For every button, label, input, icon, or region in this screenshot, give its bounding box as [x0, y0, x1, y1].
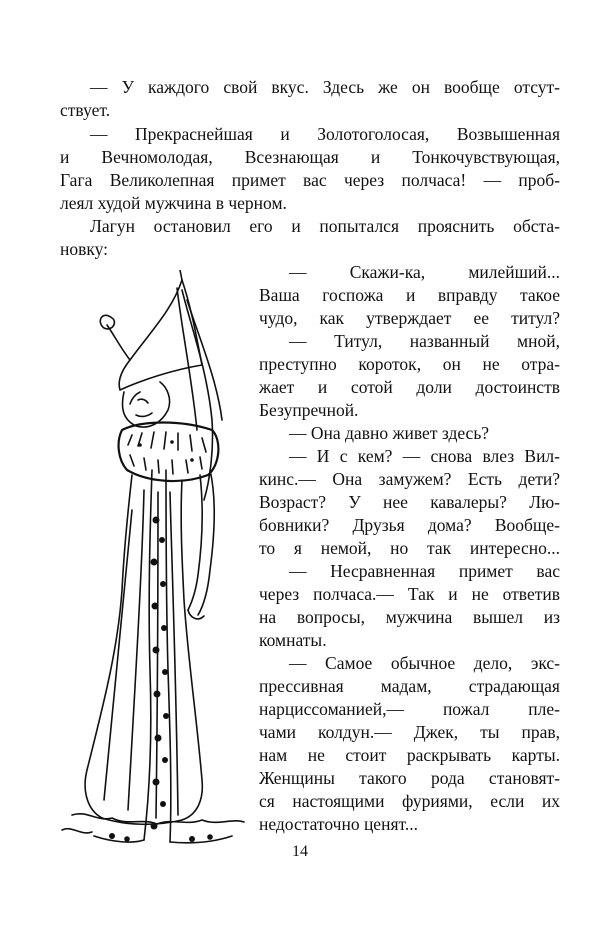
- text-line: леял худой мужчина в черном.: [60, 193, 287, 213]
- text-line: то я немой, но так интересно...: [259, 538, 560, 558]
- text-line: Безупречной.: [259, 400, 359, 420]
- text-line: прессивная мадам, страдающая: [259, 676, 560, 696]
- text-line: — Самое обычное дело, экс-: [289, 653, 560, 673]
- text-line: Женщины такого рода становят-: [259, 768, 560, 788]
- text-line: Лагун остановил его и попытался прояснить обста-: [90, 216, 560, 236]
- text-line: — Скажи-ка, милейший...: [289, 262, 560, 282]
- text-line: — У каждого свой вкус. Здесь же он вообще отсут-: [90, 77, 560, 97]
- text-line: ствует.: [60, 100, 111, 120]
- text-line: чудо, как утверждает ее титул?: [259, 308, 560, 328]
- page-number: 14: [292, 843, 308, 860]
- text-line: через полчаса.— Так и не ответив: [259, 584, 560, 604]
- woman-illustration: [32, 270, 254, 848]
- text-line: на вопросы, мужчина вышел из: [259, 607, 560, 627]
- text-line: преступно короток, он не отра-: [259, 354, 560, 374]
- text-line: и Вечномолодая, Всезнающая и Тонкочувствующая,: [60, 147, 560, 167]
- text-line: бовники? Друзья дома? Вообще-: [259, 515, 560, 535]
- text-line: — Несравненная примет вас: [289, 561, 560, 581]
- text-line: комнаты.: [259, 630, 327, 650]
- text-line: — Прекраснейшая и Золотоголосая, Возвышенная: [90, 124, 560, 144]
- text-line: ся настоящими фуриями, если их: [259, 791, 560, 811]
- text-line: Гага Великолепная примет вас через полчаса! — проб-: [60, 170, 560, 190]
- text-line: жает и сотой доли достоинств: [259, 377, 560, 397]
- text-line: новку:: [60, 239, 109, 259]
- text-line: недостаточно ценят...: [259, 814, 418, 834]
- text-line: чами колдун.— Джек, ты прав,: [259, 722, 560, 742]
- text-line: нам не стоит раскрывать карты.: [259, 745, 560, 765]
- text-line: Ваша госпожа и вправду такое: [259, 285, 560, 305]
- text-line: — Титул, названный мной,: [289, 331, 560, 351]
- text-line: нарциссоманией,— пожал пле-: [259, 699, 560, 719]
- text-line: кинс.— Она замужем? Есть дети?: [259, 469, 560, 489]
- text-line: Возраст? У нее кавалеры? Лю-: [259, 492, 560, 512]
- text-line: — Она давно живет здесь?: [289, 423, 490, 443]
- text-line: — И с кем? — снова влез Вил-: [289, 446, 560, 466]
